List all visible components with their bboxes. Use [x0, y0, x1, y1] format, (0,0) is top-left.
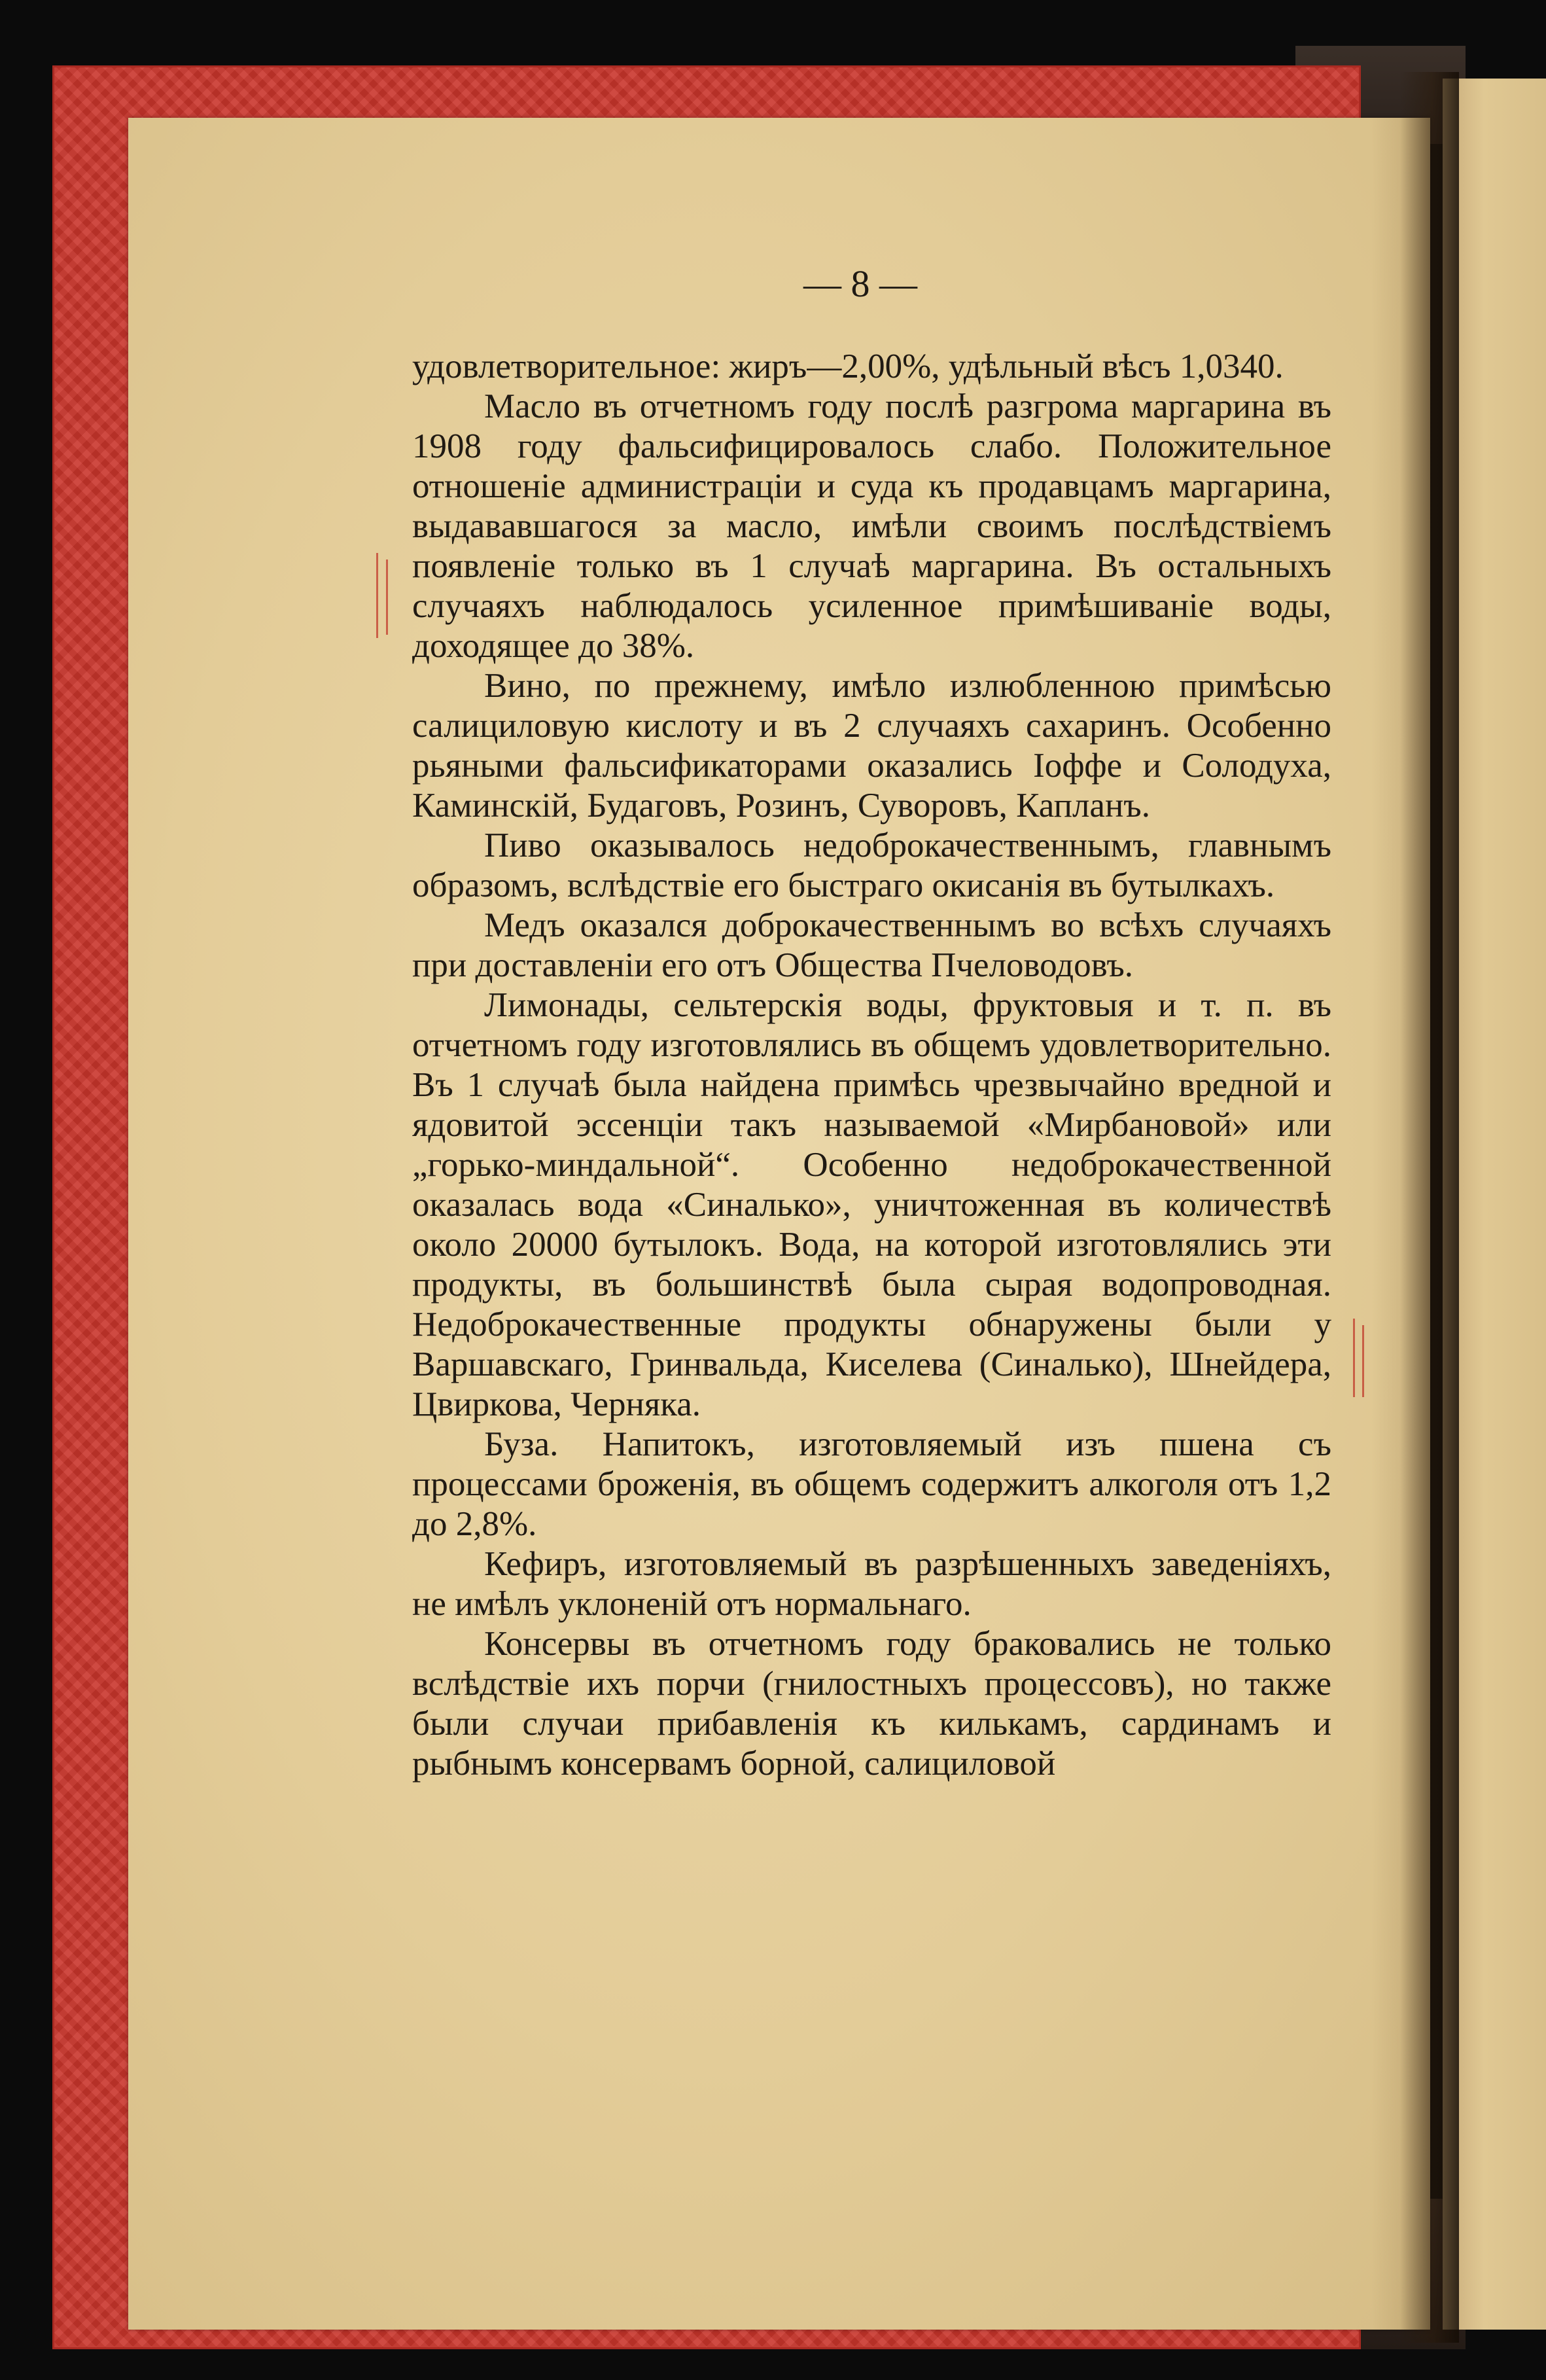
pencil-mark-left-1 [376, 553, 378, 638]
paragraph-8: Кефиръ, изготовляемый въ разрѣшенныхъ заведеніяхъ, не имѣлъ уклоненій отъ нормальнаго. [412, 1545, 1331, 1623]
gutter-shadow [1400, 72, 1459, 2343]
pencil-mark-left-2 [386, 559, 388, 635]
paragraph-3: Вино, по прежнему, имѣло излюбленною примѣсью салициловую кислоту и въ 2 случаяхъ сахаринъ. Особенно рьяными фальсификаторами оказались Іоффе и Солодуха, Каминскій, Будаговъ, Розинъ, Суворовъ, Капланъ. [412, 667, 1331, 825]
paragraph-2: Масло въ отчетномъ году послѣ разгрома маргарина въ 1908 году фальсифицировалось слабо. Положительное отношеніе администраціи и суда къ продавцамъ маргарина, выдававшагося за масло, имѣли своимъ послѣдствіемъ появленіе только въ 1 случаѣ маргарина. Въ остальныхъ случаяхъ наблюдалось усиленное примѣшиваніе воды, доходящее до 38%. [412, 387, 1331, 665]
paragraph-7: Буза. Напитокъ, изготовляемый изъ пшена съ процессами броженія, въ общемъ содержитъ алкоголя отъ 1,2 до 2,8%. [412, 1425, 1331, 1543]
page-body-text [412, 347, 1331, 1784]
pencil-mark-right-1 [1353, 1319, 1355, 1397]
paragraph-9: Консервы въ отчетномъ году браковались не только вслѣдствіе ихъ порчи (гнилостныхъ процессовъ), но также были случаи прибавленія къ килькамъ, сардинамъ и рыбнымъ консервамъ борной, салициловой [412, 1625, 1331, 1783]
paragraph-4: Пиво оказывалось недоброкачественнымъ, главнымъ образомъ, вслѣдствіе его быстраго окисанія въ бутылкахъ. [412, 826, 1331, 904]
page-number: — 8 — [803, 262, 917, 305]
paragraph-1: удовлетворительное: жиръ—2,00%, удѣльный вѣсъ 1,0340. [412, 347, 1284, 385]
paragraph-5: Медъ оказался доброкачественнымъ во всѣхъ случаяхъ при доставленіи его отъ Общества Пчеловодовъ. [412, 906, 1331, 984]
pencil-mark-right-2 [1362, 1325, 1364, 1397]
paragraph-6: Лимонады, сельтерскія воды, фруктовыя и т. п. въ отчетномъ году изготовлялись въ общемъ удовлетворительно. Въ 1 случаѣ была найдена примѣсь чрезвычайно вредной и ядовитой эссенціи такъ называемой «Мирбановой» или „горько-миндальной“. Особенно недоброкачественной оказалась вода «Синалько», уничтоженная въ количествѣ около 20000 бутылокъ. Вода, на которой изготовлялись эти продукты, въ большинствѣ была сырая водопроводная. Недоброкачественные продукты обнаружены были у Варшавскаго, Гринвальда, Киселева (Синалько), Шнейдера, Цвиркова, Черняка. [412, 986, 1331, 1423]
